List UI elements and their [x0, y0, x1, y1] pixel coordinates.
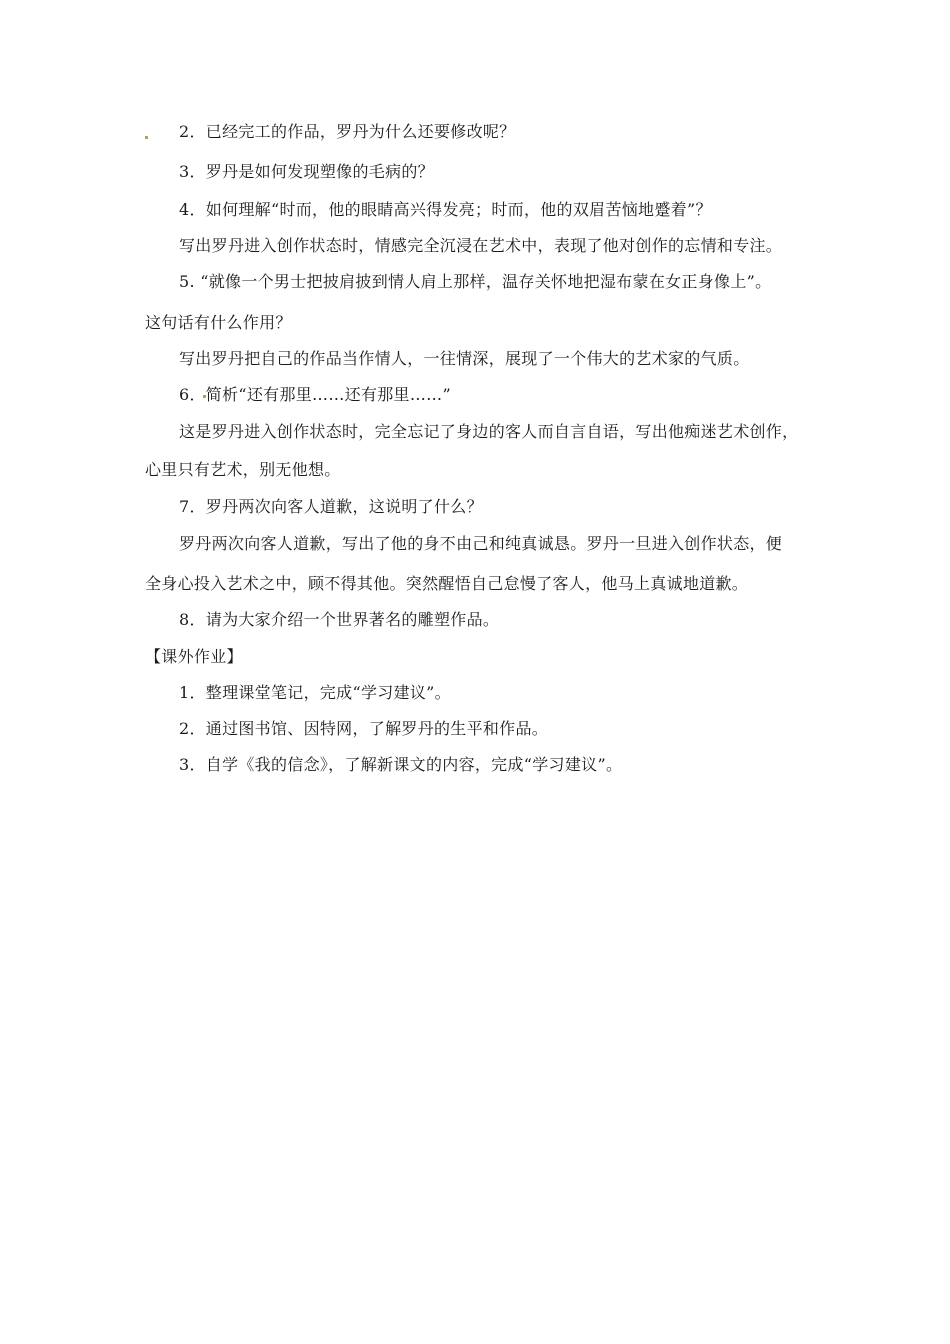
answer-7-continued: 全身心投入艺术之中，顾不得其他。突然醒悟自己怠慢了客人，他马上真诚地道歉。 [145, 574, 749, 593]
section-heading-homework: 【课外作业】 [145, 647, 243, 666]
question-7: 7．罗丹两次向客人道歉，这说明了什么？ [179, 497, 483, 516]
answer-7: 罗丹两次向客人道歉，写出了他的身不由己和纯真诚恳。罗丹一旦进入创作状态，便 [179, 534, 783, 553]
answer-4: 写出罗丹进入创作状态时，情感完全沉浸在艺术中，表现了他对创作的忘情和专注。 [179, 236, 783, 255]
margin-mark [145, 136, 148, 139]
question-8: 8．请为大家介绍一个世界著名的雕塑作品。 [179, 610, 500, 629]
answer-5: 写出罗丹把自己的作品当作情人，一往情深，展现了一个伟大的艺术家的气质。 [179, 349, 750, 368]
answer-6-continued: 心里只有艺术，别无他想。 [145, 460, 341, 479]
homework-item-1: 1．整理课堂笔记，完成“学习建议”。 [179, 683, 451, 702]
question-3: 3．罗丹是如何发现塑像的毛病的？ [179, 162, 434, 181]
question-5: 5. “就像一个男士把披肩披到情人肩上那样，温存关怀地把湿布蒙在女正身像上”。 [179, 272, 772, 291]
question-2: 2．已经完工的作品，罗丹为什么还要修改呢？ [179, 122, 516, 141]
question-4: 4．如何理解“时而，他的眼睛高兴得发亮；时而，他的双眉苦恼地蹙着”？ [179, 200, 712, 219]
question-5-continued: 这句话有什么作用？ [145, 313, 292, 332]
answer-6: 这是罗丹进入创作状态时，完全忘记了身边的客人而自言自语，写出他痴迷艺术创作， [179, 422, 799, 441]
homework-item-3: 3．自学《我的信念》，了解新课文的内容，完成“学习建议”。 [179, 755, 623, 774]
question-6: 6．简析“还有那里……还有那里……” [179, 385, 451, 404]
homework-item-2: 2．通过图书馆、因特网，了解罗丹的生平和作品。 [179, 719, 549, 738]
